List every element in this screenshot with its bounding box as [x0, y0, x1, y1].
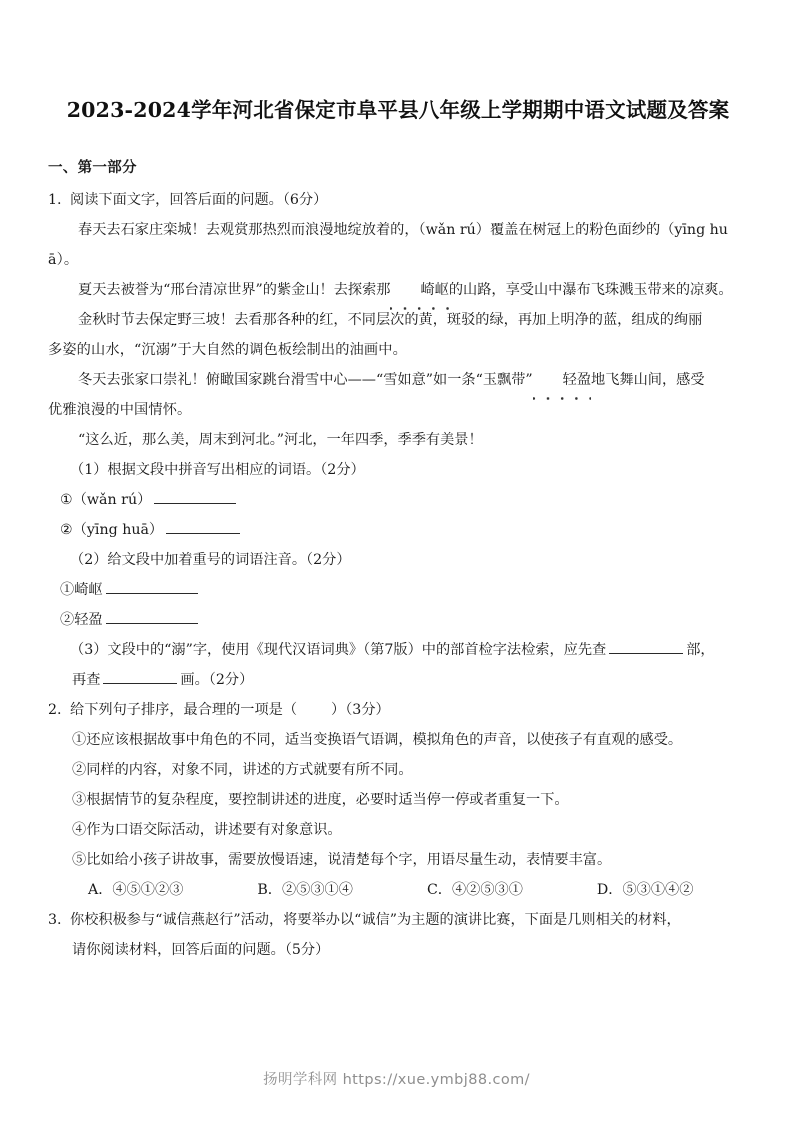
- answer-blank-wan-ru[interactable]: [154, 489, 236, 504]
- passage-paragraph-3-cont: [48, 335, 748, 365]
- question-1-sub-1-label: （1）根据文段中拼音写出相应的词语。（2分）: [70, 462, 365, 478]
- question-1-number: 1.: [48, 192, 62, 208]
- question-3-stem-a: 你校积极参与“诚信燕赵行”活动，将要举办以“诚信”为主题的演讲比赛，下面是几则相关的材料，: [70, 912, 681, 928]
- answer-blank-ying-hua[interactable]: [166, 519, 240, 534]
- passage-p4-text-c: 优雅浪漫的中国情怀。: [48, 402, 192, 418]
- question-2-statement: ④作为口语交际活动，讲述要有对象意识。: [72, 822, 342, 838]
- answer-blank-strokes[interactable]: [103, 669, 177, 684]
- question-1-sub-1-item-1: [48, 485, 748, 515]
- sub-1-item-2-label: ②（yīng huā）: [60, 522, 164, 538]
- question-1-sub-2-item-2: [48, 605, 748, 635]
- page-content: [48, 92, 748, 965]
- passage-paragraph-2: [48, 275, 748, 305]
- sub-1-item-1-label: ①（wǎn rú）: [60, 492, 152, 508]
- question-2-statement: ②同样的内容，对象不同，讲述的方式就要有所不同。: [72, 762, 413, 778]
- question-3-stem: [48, 905, 748, 935]
- question-2-stem-a: 给下列句子排序，最合理的一项是（: [70, 702, 298, 718]
- sub-2-item-2-label: ②轻盈: [60, 612, 103, 628]
- footer-watermark: 扬明学科网 https://xue.ymbj88.com/: [263, 1072, 530, 1088]
- question-2-stem: [48, 695, 748, 725]
- section-heading: 一、第一部分: [48, 159, 137, 176]
- question-1-sub-2-label: （2）给文段中加着重号的词语注音。（2分）: [70, 552, 351, 568]
- question-3-number: 3.: [48, 912, 62, 928]
- question-1-stem-text: 阅读下面文字，回答后面的问题。（6分）: [70, 192, 328, 208]
- passage-paragraph-4: [48, 365, 748, 395]
- question-2-statement: ⑤比如给小孩子讲故事，需要放慢语速，说清楚每个字，用语尽量生动，表情要丰富。: [72, 852, 612, 868]
- emphasis-dotted-qingying: 轻盈: [533, 365, 591, 395]
- question-1-sub-3-label: [48, 635, 748, 665]
- passage-p5-text: “这么近，那么美，周末到河北。”河北，一年四季，季季有美景！: [78, 432, 483, 448]
- question-2-number: 2.: [48, 702, 62, 718]
- question-3-stem-line-2: 请你阅读材料，回答后面的问题。（5分）: [72, 942, 330, 958]
- passage-paragraph-4-cont: [48, 395, 748, 425]
- passage-paragraph-1: [48, 215, 748, 245]
- passage-p1-text: 春天去石家庄栾城！去观赏那热烈而浪漫地绽放着的，（wǎn rú）覆盖在树冠上的粉色面纱的（yīng hu: [78, 222, 728, 238]
- option-a[interactable]: A．④⑤①②③: [88, 882, 184, 898]
- answer-blank-qingying-pinyin[interactable]: [106, 609, 198, 624]
- question-1-sub-3-line-2: [48, 665, 748, 695]
- option-c[interactable]: C．④②⑤③①: [426, 882, 523, 898]
- question-1-sub-1-item-2: [48, 515, 748, 545]
- sub-3-label-a: （3）文段中的“溺”字，使用《现代汉语词典》（第7版）中的部首检字法检索，应先查: [70, 642, 607, 658]
- question-2-statement: ③根据情节的复杂程度，要控制讲述的进度，必要时适当停一停或者重复一下。: [72, 792, 569, 808]
- answer-blank-qiqu-pinyin[interactable]: [106, 579, 198, 594]
- page-title: 2023-2024学年河北省保定市阜平县八年级上学期期中语文试题及答案: [66, 98, 730, 122]
- passage-p1-cont-text: ā）。: [48, 252, 79, 268]
- question-2-options: [48, 875, 748, 905]
- option-b[interactable]: B．②⑤③①④: [257, 882, 353, 898]
- passage-p4-text-a: 冬天去张家口崇礼！俯瞰国家跳台滑雪中心——“雪如意”如一条“玉飘带”: [78, 372, 533, 388]
- question-2-stem-b: ）（3分）: [331, 702, 390, 718]
- passage-p3-text-a: 金秋时节去保定野三坡！去看那各种的红，不同层次的黄，斑驳的绿，再加上明净的蓝，组成的绚丽: [78, 312, 703, 328]
- question-1-sub-2-item-1: [48, 575, 748, 605]
- sub-3-label-d: 画。（2分）: [180, 672, 254, 688]
- sub-2-item-1-label: ①崎岖: [60, 582, 103, 598]
- passage-p3-text-b: 多姿的山水，“沉溺”于大自然的调色板绘制出的油画中。: [48, 342, 407, 358]
- question-2-statement: ①还应该根据故事中角色的不同，适当变换语气语调，模拟角色的声音，以使孩子有直观的感受。: [72, 732, 683, 748]
- answer-blank-radical[interactable]: [609, 639, 683, 654]
- passage-paragraph-1-cont: [48, 245, 748, 275]
- passage-p2-text-a: 夏天去被誉为“邢台清凉世界”的紫金山！去探索那: [78, 282, 391, 298]
- emphasis-dotted-qiqu: 崎岖: [390, 275, 448, 305]
- question-1-stem: [48, 185, 748, 215]
- option-d[interactable]: D．⑤③①④②: [596, 882, 694, 898]
- sub-3-label-b: 部，: [686, 642, 715, 658]
- sub-3-label-c: 再查: [72, 672, 101, 688]
- passage-p2-text-b: 的山路，享受山中瀑布飞珠溅玉带来的凉爽。: [448, 282, 733, 298]
- passage-p4-text-b: 地飞舞山间，感受: [591, 372, 705, 388]
- passage-paragraph-5: [48, 425, 748, 455]
